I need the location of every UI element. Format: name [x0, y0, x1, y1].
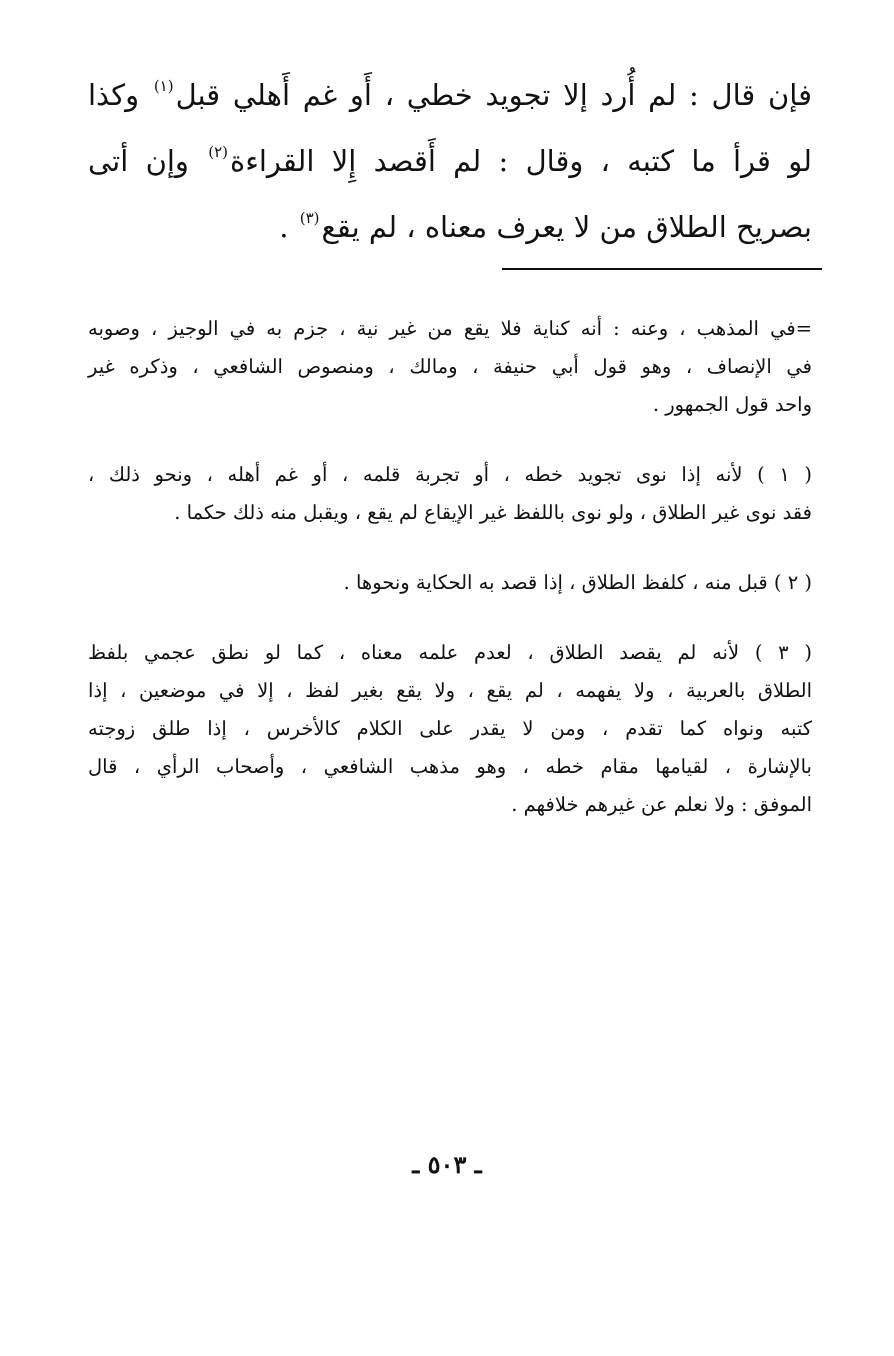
footnote-reference: (٣) — [299, 209, 320, 227]
main-text-segment: بصريح الطلاق من لا يعرف معناه ، لم يقع — [321, 210, 812, 244]
footnote-1 — [88, 456, 812, 532]
footnote-line: كتبه ونواه كما تقدم ، ومن لا يقدر على الكلام كالأخرس ، إذا طلق زوجته — [88, 717, 812, 740]
page-number: ـ ٥٠٣ ـ — [412, 1150, 482, 1179]
main-text-line — [88, 194, 812, 260]
footnote-line: في الإنصاف ، وهو قول أبي حنيفة ، ومالك ، ومنصوص الشافعي ، وذكره غير — [88, 355, 812, 378]
main-text-line — [88, 62, 812, 128]
main-text-segment: فإن قال : لم أُرد إلا تجويد خطي ، أَو غم أَهلي قبل — [175, 78, 812, 112]
footnote-line: =في المذهب ، وعنه : أنه كناية فلا يقع من غير نية ، جزم به في الوجيز ، وصوبه — [88, 317, 812, 340]
footnote-line: بالإشارة ، لقيامها مقام خطه ، وهو مذهب الشافعي ، وأصحاب الرأي ، قال — [88, 755, 812, 778]
footnotes — [88, 310, 812, 856]
footnote-line: واحد قول الجمهور . — [652, 393, 812, 416]
main-text — [88, 62, 812, 260]
footnote-reference: (١) — [153, 77, 174, 95]
footnote-reference: (٢) — [208, 143, 228, 161]
footnote-2 — [88, 564, 812, 602]
footnote-line: الطلاق بالعربية ، ولا يفهمه ، لم يقع ، ولا يقع بغير لفظ ، إلا في موضعين ، إذا — [88, 679, 812, 702]
main-text-segment: وإن أتى — [88, 144, 189, 178]
main-text-segment: لو قرأ ما كتبه ، وقال : لم أَقصد إِلا القراءة — [230, 144, 813, 178]
footnote-line: فقد نوى غير الطلاق ، ولو نوى باللفظ غير الإيقاع لم يقع ، ويقبل منه ذلك حكما . — [174, 501, 812, 524]
footnote-continuation — [88, 310, 812, 424]
footnote-line: ( ٣ ) لأنه لم يقصد الطلاق ، لعدم علمه معناه ، كما لو نطق عجمي بلفظ — [88, 641, 812, 664]
main-text-segment: وكذا — [88, 78, 140, 112]
footnote-separator — [502, 268, 822, 270]
main-text-line — [88, 128, 812, 194]
main-text-segment: . — [279, 210, 289, 244]
footnote-line: الموفق : ولا نعلم عن غيرهم خلافهم . — [511, 793, 812, 816]
footnote-line: ( ١ ) لأنه إذا نوى تجويد خطه ، أو تجربة قلمه ، أو غم أهله ، ونحو ذلك ، — [88, 463, 813, 486]
footnote-3 — [88, 634, 812, 824]
footnote-line: ( ٢ ) قبل منه ، كلفظ الطلاق ، إذا قصد به الحكاية ونحوها . — [343, 571, 812, 594]
